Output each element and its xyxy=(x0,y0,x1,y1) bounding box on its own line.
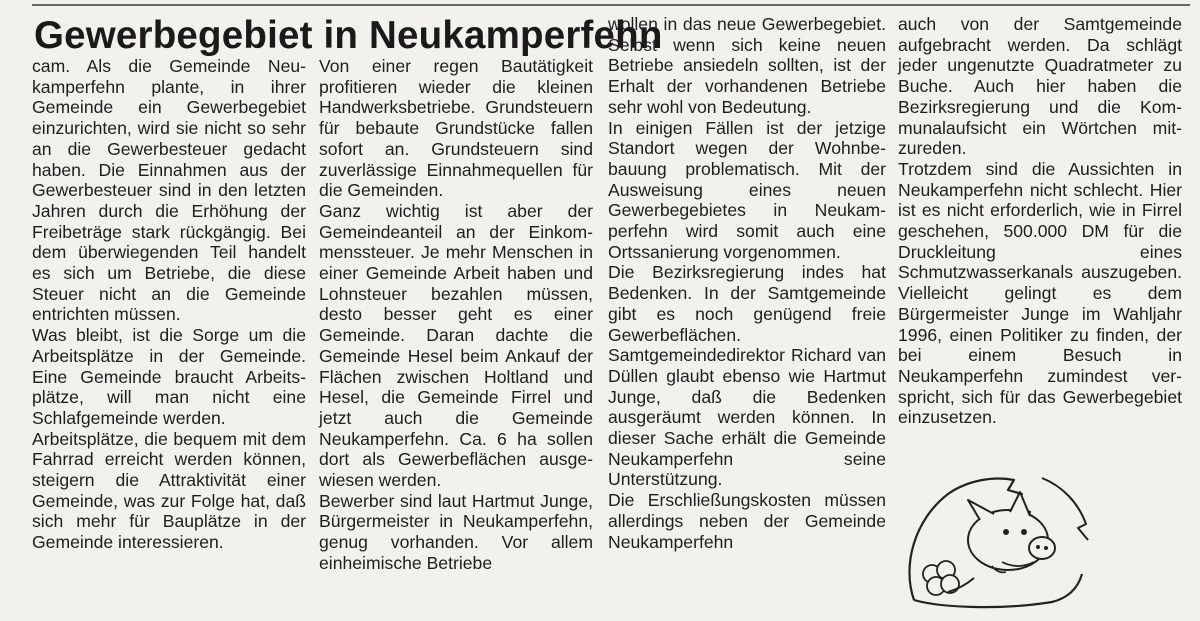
paragraph: Ganz wichtig ist aber der Gemeindeanteil an der Einkommenssteuer. Je mehr Menschen in einer Gemeinde Arbeit haben und Lohnsteuer bezahlen müssen, desto besser geht es einer Gemeinde. Daran dachte die Gemeinde Hesel beim Ankauf der Flächen zwischen Holtland und Hesel, die Gemeinde Firrel und jetzt auch die Gemeinde Neukamperfehn. Ca. 6 ha sollen dort als Gewerbeflächen ausgewiesen werden. xyxy=(319,200,593,491)
article-column-4 xyxy=(898,14,1182,428)
paragraph: Bewerber sind laut Hartmut Junge, Bürgermeister in Neukamperfehn, genug vorhanden. Vor allem einheimische Betriebe xyxy=(319,490,593,573)
article-column-2 xyxy=(319,56,593,574)
egg-shard-icon xyxy=(1042,478,1088,540)
paragraph: In einigen Fällen ist der jetzige Standort wegen der Wohnbebauung problematisch. Mit der Ausweisung eines neuen Gewerbegebietes in Neukamperfehn wird somit auch eine Ortssanierung vorgenommen. xyxy=(608,117,886,262)
paragraph: Was bleibt, ist die Sorge um die Arbeitsplätze in der Gemeinde. Eine Gemeinde braucht Arbeitsplätze, will man nicht eine Schlafgemeinde werden. xyxy=(32,325,306,428)
paragraph: cam. Als die Gemeinde Neukamperfehn plante, in ihrer Gemeinde ein Gewerbegebiet einzurichten, wird sie nicht so sehr an die Gewerbesteuer gedacht haben. Die Einnahmen aus der Gewerbesteuer sind in den letzten Jahren durch die Erhöhung der Freibeträge stark rückgängig. Bei dem überwiegenden Teil handelt es sich um Betriebe, die diese Steuer nicht an die Gemeinde entrichten müssen. xyxy=(32,56,306,325)
article-headline: Gewerbegebiet in Neukamperfehn xyxy=(34,14,663,57)
lucky-pig-illustration xyxy=(902,474,1098,616)
paragraph: Arbeitsplätze, die bequem mit dem Fahrrad erreicht werden können, steigern die Attraktivität einer Gemeinde, was zur Folge hat, daß sich mehr für Bauplätze in der Gemeinde interessieren. xyxy=(32,428,306,553)
paragraph: Die Erschließungskosten müssen allerdings neben der Gemeinde Neukamperfehn xyxy=(608,490,886,552)
paragraph: wollen in das neue Gewerbegebiet. Selbst wenn sich keine neuen Betriebe ansiedeln sollten, ist der Erhalt der vorhandenen Betriebe sehr wohl von Bedeutung. xyxy=(608,14,886,117)
article-column-1 xyxy=(32,56,306,553)
paragraph: auch von der Samtgemeinde aufgebracht werden. Da schlägt jeder ungenutzte Quadratmeter zu Buche. Auch hier haben die Bezirksregierung und die Kommunalaufsicht ein Wörtchen mitzureden. xyxy=(898,14,1182,159)
article-column-3 xyxy=(608,14,886,552)
paragraph: Samtgemeindedirektor Richard van Düllen glaubt ebenso wie Hartmut Junge, daß die Bedenken ausgeräumt werden können. In dieser Sache erhält die Gemeinde Neukamperfehn seine Unterstützung. xyxy=(608,345,886,490)
paragraph: Trotzdem sind die Aussichten in Neukamperfehn nicht schlecht. Hier ist es nicht erforderlich, wie in Firrel geschehen, 500.000 DM für die Druckleitung eines Schmutzwasserkanals auszugeben. Vielleicht gelingt es dem Bürgermeister Junge im Wahljahr 1996, einen Politiker zu finden, der bei einem Besuch in Neukamperfehn zumindest verspricht, sich für das Gewerbegebiet einzusetzen. xyxy=(898,158,1182,428)
pig-icon xyxy=(968,492,1055,572)
top-rule xyxy=(32,4,1190,6)
clover-icon xyxy=(923,561,974,595)
paragraph: Die Bezirksregierung indes hat Bedenken. In der Samtgemeinde gibt es noch genügend freie Gewerbeflächen. xyxy=(608,262,886,345)
paragraph: Von einer regen Bautätigkeit profitieren wieder die kleinen Handwerksbetriebe. Grundsteuern für bebaute Grundstücke fallen sofort an. Grundsteuern sind zuverlässige Einnahmequellen für die Gemeinden. xyxy=(319,56,593,201)
